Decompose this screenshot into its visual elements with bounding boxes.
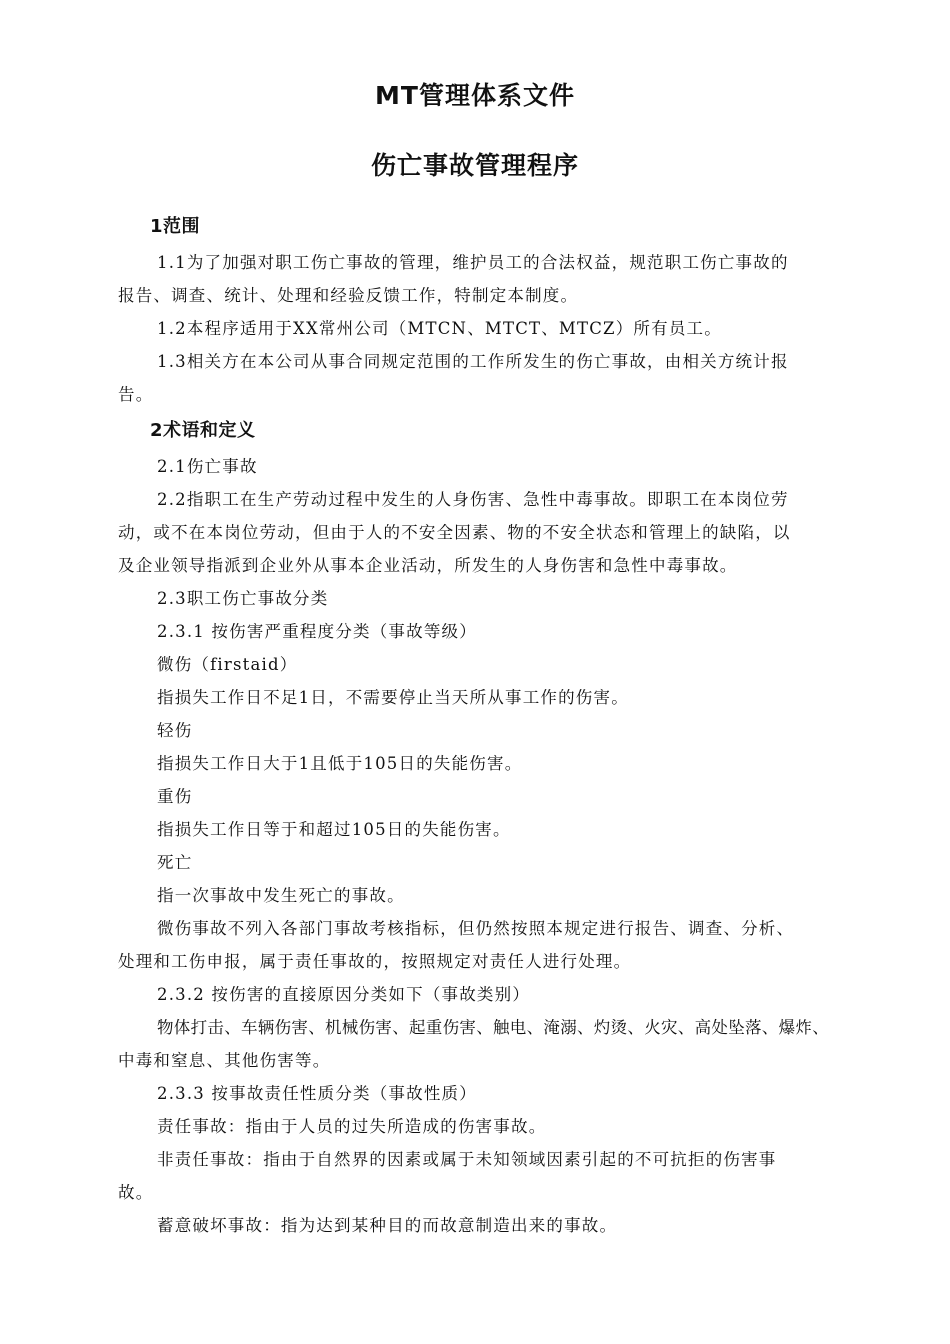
document-header: MT管理体系文件: [375, 81, 575, 110]
section-heading-terms: 2术语和定义: [150, 420, 256, 441]
paragraph-2-1: 2.1伤亡事故: [157, 457, 258, 476]
paragraph-2-3: 2.3职工伤亡事故分类: [157, 589, 329, 608]
definition-death: 指一次事故中发生死亡的事故。: [157, 886, 405, 905]
minor-injury-note-line-1: 微伤事故不列入各部门事故考核指标，但仍然按照本规定进行报告、调查、分析、: [157, 919, 795, 938]
definition-light-injury: 指损失工作日大于1且低于105日的失能伤害。: [157, 754, 523, 773]
accident-causes-line-2: 中毒和窒息、其他伤害等。: [118, 1051, 331, 1070]
term-light-injury: 轻伤: [157, 721, 193, 740]
paragraph-1-1-line-2: 报告、调查、统计、处理和经验反馈工作，特制定本制度。: [118, 286, 579, 305]
subsection-2-3-2: 2.3.2 按伤害的直接原因分类如下（事故类别）: [157, 985, 531, 1004]
subsection-2-3-1: 2.3.1 按伤害严重程度分类（事故等级）: [157, 622, 477, 641]
paragraph-2-2-line-1: 2.2指职工在生产劳动过程中发生的人身伤害、急性中毒事故。即职工在本岗位劳: [157, 490, 789, 509]
term-serious-injury: 重伤: [157, 787, 193, 806]
definition-minor-injury: 指损失工作日不足1日，不需要停止当天所从事工作的伤害。: [157, 688, 629, 707]
term-minor-injury: 微伤（firstaid）: [157, 655, 298, 674]
definition-non-responsible-line-2: 故。: [118, 1183, 154, 1202]
paragraph-1-3-line-1: 1.3相关方在本公司从事合同规定范围的工作所发生的伤亡事故，由相关方统计报: [157, 352, 789, 371]
section-heading-scope: 1范围: [150, 216, 201, 237]
document-title: 伤亡事故管理程序: [370, 151, 579, 180]
accident-causes-line-1: 物体打击、车辆伤害、机械伤害、起重伤害、触电、淹溺、灼烫、火灾、高处坠落、爆炸、: [157, 1018, 829, 1037]
paragraph-2-2-line-2: 动，或不在本岗位劳动，但由于人的不安全因素、物的不安全状态和管理上的缺陷，以: [118, 523, 791, 542]
paragraph-1-2: 1.2本程序适用于XX常州公司（MTCN、MTCT、MTCZ）所有员工。: [157, 319, 722, 338]
subsection-2-3-3: 2.3.3 按事故责任性质分类（事故性质）: [157, 1084, 477, 1103]
definition-sabotage-accident: 蓄意破坏事故：指为达到某种目的而故意制造出来的事故。: [157, 1216, 618, 1235]
definition-serious-injury: 指损失工作日等于和超过105日的失能伤害。: [157, 820, 511, 839]
paragraph-1-3-line-2: 告。: [118, 385, 154, 404]
paragraph-2-2-line-3: 及企业领导指派到企业外从事本企业活动，所发生的人身伤害和急性中毒事故。: [118, 556, 738, 575]
minor-injury-note-line-2: 处理和工伤申报，属于责任事故的，按照规定对责任人进行处理。: [118, 952, 632, 971]
term-death: 死亡: [157, 853, 193, 872]
definition-responsible-accident: 责任事故：指由于人员的过失所造成的伤害事故。: [157, 1117, 547, 1136]
paragraph-1-1-line-1: 1.1为了加强对职工伤亡事故的管理，维护员工的合法权益，规范职工伤亡事故的: [157, 253, 789, 272]
definition-non-responsible-line-1: 非责任事故：指由于自然界的因素或属于未知领域因素引起的不可抗拒的伤害事: [157, 1150, 777, 1169]
